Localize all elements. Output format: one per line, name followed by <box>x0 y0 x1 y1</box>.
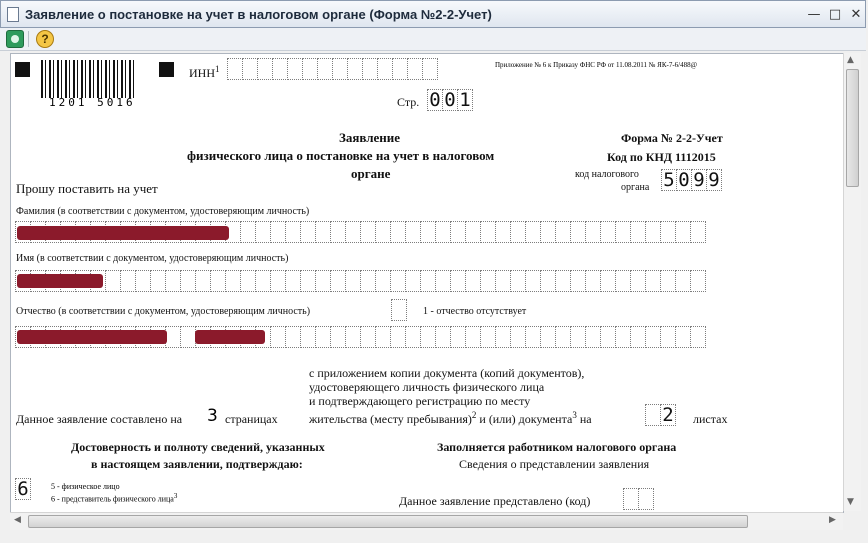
familia-label: Фамилия (в соответствии с документом, удостоверяющим личность) <box>16 206 310 217</box>
form-cell[interactable] <box>315 221 331 243</box>
knd-code: Код по КНД 1112015 <box>607 150 716 164</box>
form-cell[interactable] <box>645 270 661 292</box>
document-icon <box>7 7 19 22</box>
form-cell[interactable] <box>315 270 331 292</box>
barcode <box>41 60 137 98</box>
form-cell[interactable] <box>225 270 241 292</box>
form-cell[interactable] <box>360 270 376 292</box>
form-cell[interactable] <box>615 326 631 348</box>
form-cell[interactable] <box>360 326 376 348</box>
form-cell[interactable] <box>302 58 318 80</box>
scroll-down-icon[interactable]: ▼ <box>847 497 854 507</box>
attach-line4b: и (или) документа <box>476 412 573 426</box>
form-cell[interactable] <box>525 270 541 292</box>
inn-label-text: ИНН <box>189 66 215 80</box>
form-cell[interactable] <box>645 404 661 426</box>
form-cell[interactable] <box>623 488 639 510</box>
prosh-text: Прошу поставить на учет <box>16 181 158 196</box>
page-number-cells[interactable] <box>427 89 472 111</box>
inn-label <box>189 64 220 81</box>
form-cell[interactable] <box>480 221 496 243</box>
form-cell[interactable] <box>345 326 361 348</box>
window-titlebar <box>0 0 866 28</box>
attach-line3: и подтверждающего регистрацию по месту <box>309 394 531 408</box>
form-cell[interactable] <box>210 270 226 292</box>
form-cell[interactable] <box>285 326 301 348</box>
form-cell[interactable] <box>435 270 451 292</box>
inn-sup: 1 <box>215 64 220 74</box>
form-cell[interactable] <box>255 270 271 292</box>
dostovernost-line2: в настоящем заявлении, подтверждаю: <box>91 457 303 471</box>
attach-line4 <box>309 410 592 427</box>
form-cell[interactable]: 0 <box>442 89 458 111</box>
vertical-scrollbar[interactable] <box>843 53 861 511</box>
attach-line1: с приложением копии документа (копий документов), <box>309 366 585 380</box>
form-cell[interactable] <box>375 221 391 243</box>
form-cell[interactable] <box>227 58 243 80</box>
kod-no-label1: код налогового <box>575 169 639 180</box>
form-cell[interactable] <box>555 326 571 348</box>
kod-no-label2: органа <box>621 182 650 193</box>
signer-opt2 <box>51 492 177 504</box>
predstavleno-cells[interactable] <box>623 488 653 510</box>
form-cell[interactable] <box>660 221 676 243</box>
horizontal-scroll-thumb[interactable] <box>28 515 748 528</box>
form-cell[interactable] <box>165 326 181 348</box>
toolbar-separator <box>28 31 29 47</box>
signer-sup: 3 <box>173 492 178 500</box>
form-cell[interactable]: 0 <box>427 89 443 111</box>
form-title-line2: физического лица о постановке на учет в налоговом <box>187 148 495 163</box>
form-cell[interactable] <box>555 270 571 292</box>
composed-label: Данное заявление составлено на <box>16 412 183 426</box>
prilozhenie-note: Приложение № 6 к Приказу ФНС РФ от 11.08.2011 № ЯК-7-6/488@ <box>495 61 698 69</box>
form-cell[interactable]: 5 <box>661 169 677 191</box>
form-cell[interactable] <box>390 326 406 348</box>
close-button[interactable]: ✕ <box>850 7 862 22</box>
form-cell[interactable] <box>377 58 393 80</box>
form-cell[interactable] <box>242 58 258 80</box>
form-cell[interactable] <box>315 326 331 348</box>
form-cell[interactable]: 9 <box>706 169 722 191</box>
dostovernost-line1: Достоверность и полноту сведений, указанных <box>71 440 325 454</box>
imya-label: Имя (в соответствии с документом, удостоверяющим личность) <box>16 253 289 264</box>
form-cell[interactable] <box>435 326 451 348</box>
form-cell[interactable] <box>405 270 421 292</box>
form-cell[interactable] <box>270 221 286 243</box>
form-cell[interactable] <box>300 221 316 243</box>
form-cell[interactable] <box>285 221 301 243</box>
form-cell[interactable] <box>360 221 376 243</box>
form-cell[interactable] <box>480 270 496 292</box>
form-cell[interactable] <box>585 270 601 292</box>
redacted-otchestvo-2 <box>195 330 265 344</box>
form-cell[interactable] <box>405 326 421 348</box>
attach-line4a: жительства (месту пребывания) <box>309 412 472 426</box>
page-label: Стр. <box>397 95 420 109</box>
form-cell[interactable] <box>690 270 706 292</box>
redacted-familia <box>17 226 229 240</box>
form-cell[interactable] <box>272 58 288 80</box>
form-cell[interactable] <box>435 221 451 243</box>
form-cell[interactable] <box>525 326 541 348</box>
form-cell[interactable] <box>330 270 346 292</box>
attach-sup1: 2 <box>471 410 477 420</box>
form-cell[interactable] <box>300 326 316 348</box>
form-cell[interactable] <box>510 221 526 243</box>
otchestvo-absent-cell[interactable] <box>391 299 406 321</box>
redacted-otchestvo <box>17 330 167 344</box>
form-cell[interactable] <box>420 270 436 292</box>
form-cell[interactable] <box>570 221 586 243</box>
form-cell[interactable] <box>600 326 616 348</box>
form-cell[interactable] <box>540 221 556 243</box>
attach-line4c: на <box>576 412 592 426</box>
form-cell[interactable] <box>392 58 408 80</box>
form-cell[interactable] <box>495 326 511 348</box>
form-cell[interactable] <box>615 221 631 243</box>
screenshot-button[interactable] <box>6 30 24 48</box>
predstavleno-label: Данное заявление представлено (код) <box>399 494 591 508</box>
signer-opt1: 5 - физическое лицо <box>51 482 120 491</box>
form-cell[interactable] <box>390 270 406 292</box>
form-cell[interactable] <box>585 326 601 348</box>
form-cell[interactable] <box>180 326 196 348</box>
redacted-imya <box>17 274 103 288</box>
form-cell[interactable] <box>135 270 151 292</box>
form-cell[interactable] <box>390 221 406 243</box>
form-cell[interactable] <box>420 326 436 348</box>
form-cell[interactable] <box>300 270 316 292</box>
form-cell[interactable] <box>495 270 511 292</box>
form-cell[interactable] <box>285 270 301 292</box>
form-cell[interactable] <box>240 221 256 243</box>
form-number: Форма № 2-2-Учет <box>621 131 723 145</box>
form-cell[interactable] <box>510 326 526 348</box>
form-cell[interactable]: 0 <box>676 169 692 191</box>
form-cell[interactable] <box>195 270 211 292</box>
form-cell[interactable] <box>180 270 196 292</box>
form-cell[interactable] <box>465 270 481 292</box>
otchestvo-absent-label: 1 - отчество отсутствует <box>423 306 527 317</box>
form-cell[interactable] <box>391 299 407 321</box>
form-cell[interactable] <box>645 326 661 348</box>
attach-sup2: 3 <box>572 410 577 420</box>
form-title-line3: органе <box>351 166 391 181</box>
form-cell[interactable] <box>465 221 481 243</box>
form-cell[interactable] <box>165 270 181 292</box>
form-cell[interactable] <box>555 221 571 243</box>
form-cell[interactable] <box>270 326 286 348</box>
form-cell[interactable] <box>615 270 631 292</box>
svedeniya-label: Сведения о представлении заявления <box>459 457 650 471</box>
form-title-line1: Заявление <box>339 130 401 145</box>
form-cell[interactable] <box>407 58 423 80</box>
form-cell[interactable] <box>270 270 286 292</box>
camera-icon <box>11 35 19 43</box>
form-cell[interactable] <box>345 270 361 292</box>
form-cell[interactable] <box>660 326 676 348</box>
form-cell[interactable]: 9 <box>691 169 707 191</box>
form-cell[interactable] <box>405 221 421 243</box>
attach-line2: удостоверяющего личность физического лица <box>309 380 545 394</box>
form-cell[interactable] <box>675 326 691 348</box>
form-cell[interactable] <box>690 221 706 243</box>
form-cell[interactable] <box>347 58 363 80</box>
form-cell[interactable] <box>465 326 481 348</box>
inn-cells[interactable] <box>227 58 437 80</box>
kod-no-cells[interactable] <box>661 169 721 191</box>
horizontal-scrollbar[interactable] <box>10 512 843 530</box>
form-cell[interactable] <box>690 326 706 348</box>
form-cell[interactable]: 6 <box>15 478 31 500</box>
vertical-scroll-thumb[interactable] <box>846 69 859 187</box>
form-cell[interactable] <box>540 270 556 292</box>
form-cell[interactable] <box>317 58 333 80</box>
barcode-number: 1201 5016 <box>49 96 136 109</box>
maximize-button[interactable]: □ <box>828 7 842 22</box>
form-cell[interactable] <box>120 270 136 292</box>
sheets-cells[interactable] <box>645 404 675 426</box>
form-cell[interactable] <box>495 221 511 243</box>
form-cell[interactable] <box>287 58 303 80</box>
form-cell[interactable] <box>375 270 391 292</box>
form-cell[interactable] <box>630 270 646 292</box>
signer-opt2-text: 6 - представитель физического лица <box>51 494 174 504</box>
toolbar <box>0 28 866 51</box>
form-cell[interactable] <box>420 221 436 243</box>
form-cell[interactable] <box>240 270 256 292</box>
form-page <box>10 53 844 513</box>
signer-code-cell[interactable] <box>15 478 30 500</box>
form-cell[interactable] <box>450 326 466 348</box>
form-cell[interactable] <box>675 270 691 292</box>
pages-count[interactable]: 3 <box>207 406 218 426</box>
form-cell[interactable] <box>255 221 271 243</box>
form-cell[interactable] <box>630 221 646 243</box>
window-title: Заявление о постановке на учет в налоговом органе (Форма №2-2-Учет) <box>25 7 492 22</box>
scroll-right-icon[interactable]: ▶ <box>829 515 836 525</box>
otchestvo-label: Отчество (в соответствии с документом, удостоверяющим личность) <box>16 306 311 317</box>
form-cell[interactable] <box>332 58 348 80</box>
form-cell[interactable]: 1 <box>457 89 473 111</box>
form-cell[interactable] <box>540 326 556 348</box>
minimize-button[interactable]: — <box>807 7 821 22</box>
help-button[interactable]: ? <box>36 30 54 48</box>
form-cell[interactable] <box>480 326 496 348</box>
form-cell[interactable] <box>330 221 346 243</box>
zapolnyaetsya-label: Заполняется работником налогового органа <box>437 440 677 454</box>
form-cell[interactable] <box>375 326 391 348</box>
form-cell[interactable] <box>330 326 346 348</box>
form-cell[interactable] <box>257 58 273 80</box>
form-cell[interactable] <box>675 221 691 243</box>
form-cell[interactable] <box>105 270 121 292</box>
form-cell[interactable]: 2 <box>660 404 676 426</box>
form-cell[interactable] <box>570 270 586 292</box>
form-cell[interactable] <box>585 221 601 243</box>
form-cell[interactable] <box>600 221 616 243</box>
form-cell[interactable] <box>600 270 616 292</box>
corner-marker-right <box>159 62 174 77</box>
form-cell[interactable] <box>645 221 661 243</box>
pages-label: страницах <box>225 412 278 426</box>
form-cell[interactable] <box>630 326 646 348</box>
form-cell[interactable] <box>450 221 466 243</box>
scroll-left-icon[interactable]: ◀ <box>14 515 21 525</box>
form-cell[interactable] <box>422 58 438 80</box>
corner-marker-left <box>15 62 30 77</box>
imya-cells[interactable] <box>15 270 705 292</box>
form-cell[interactable] <box>345 221 361 243</box>
form-cell[interactable] <box>660 270 676 292</box>
form-cell[interactable] <box>570 326 586 348</box>
sheets-label: листах <box>693 412 728 426</box>
form-cell[interactable] <box>150 270 166 292</box>
form-cell[interactable] <box>510 270 526 292</box>
scroll-up-icon[interactable]: ▲ <box>847 55 854 65</box>
form-cell[interactable] <box>525 221 541 243</box>
form-cell[interactable] <box>362 58 378 80</box>
form-cell[interactable] <box>638 488 654 510</box>
form-cell[interactable] <box>450 270 466 292</box>
